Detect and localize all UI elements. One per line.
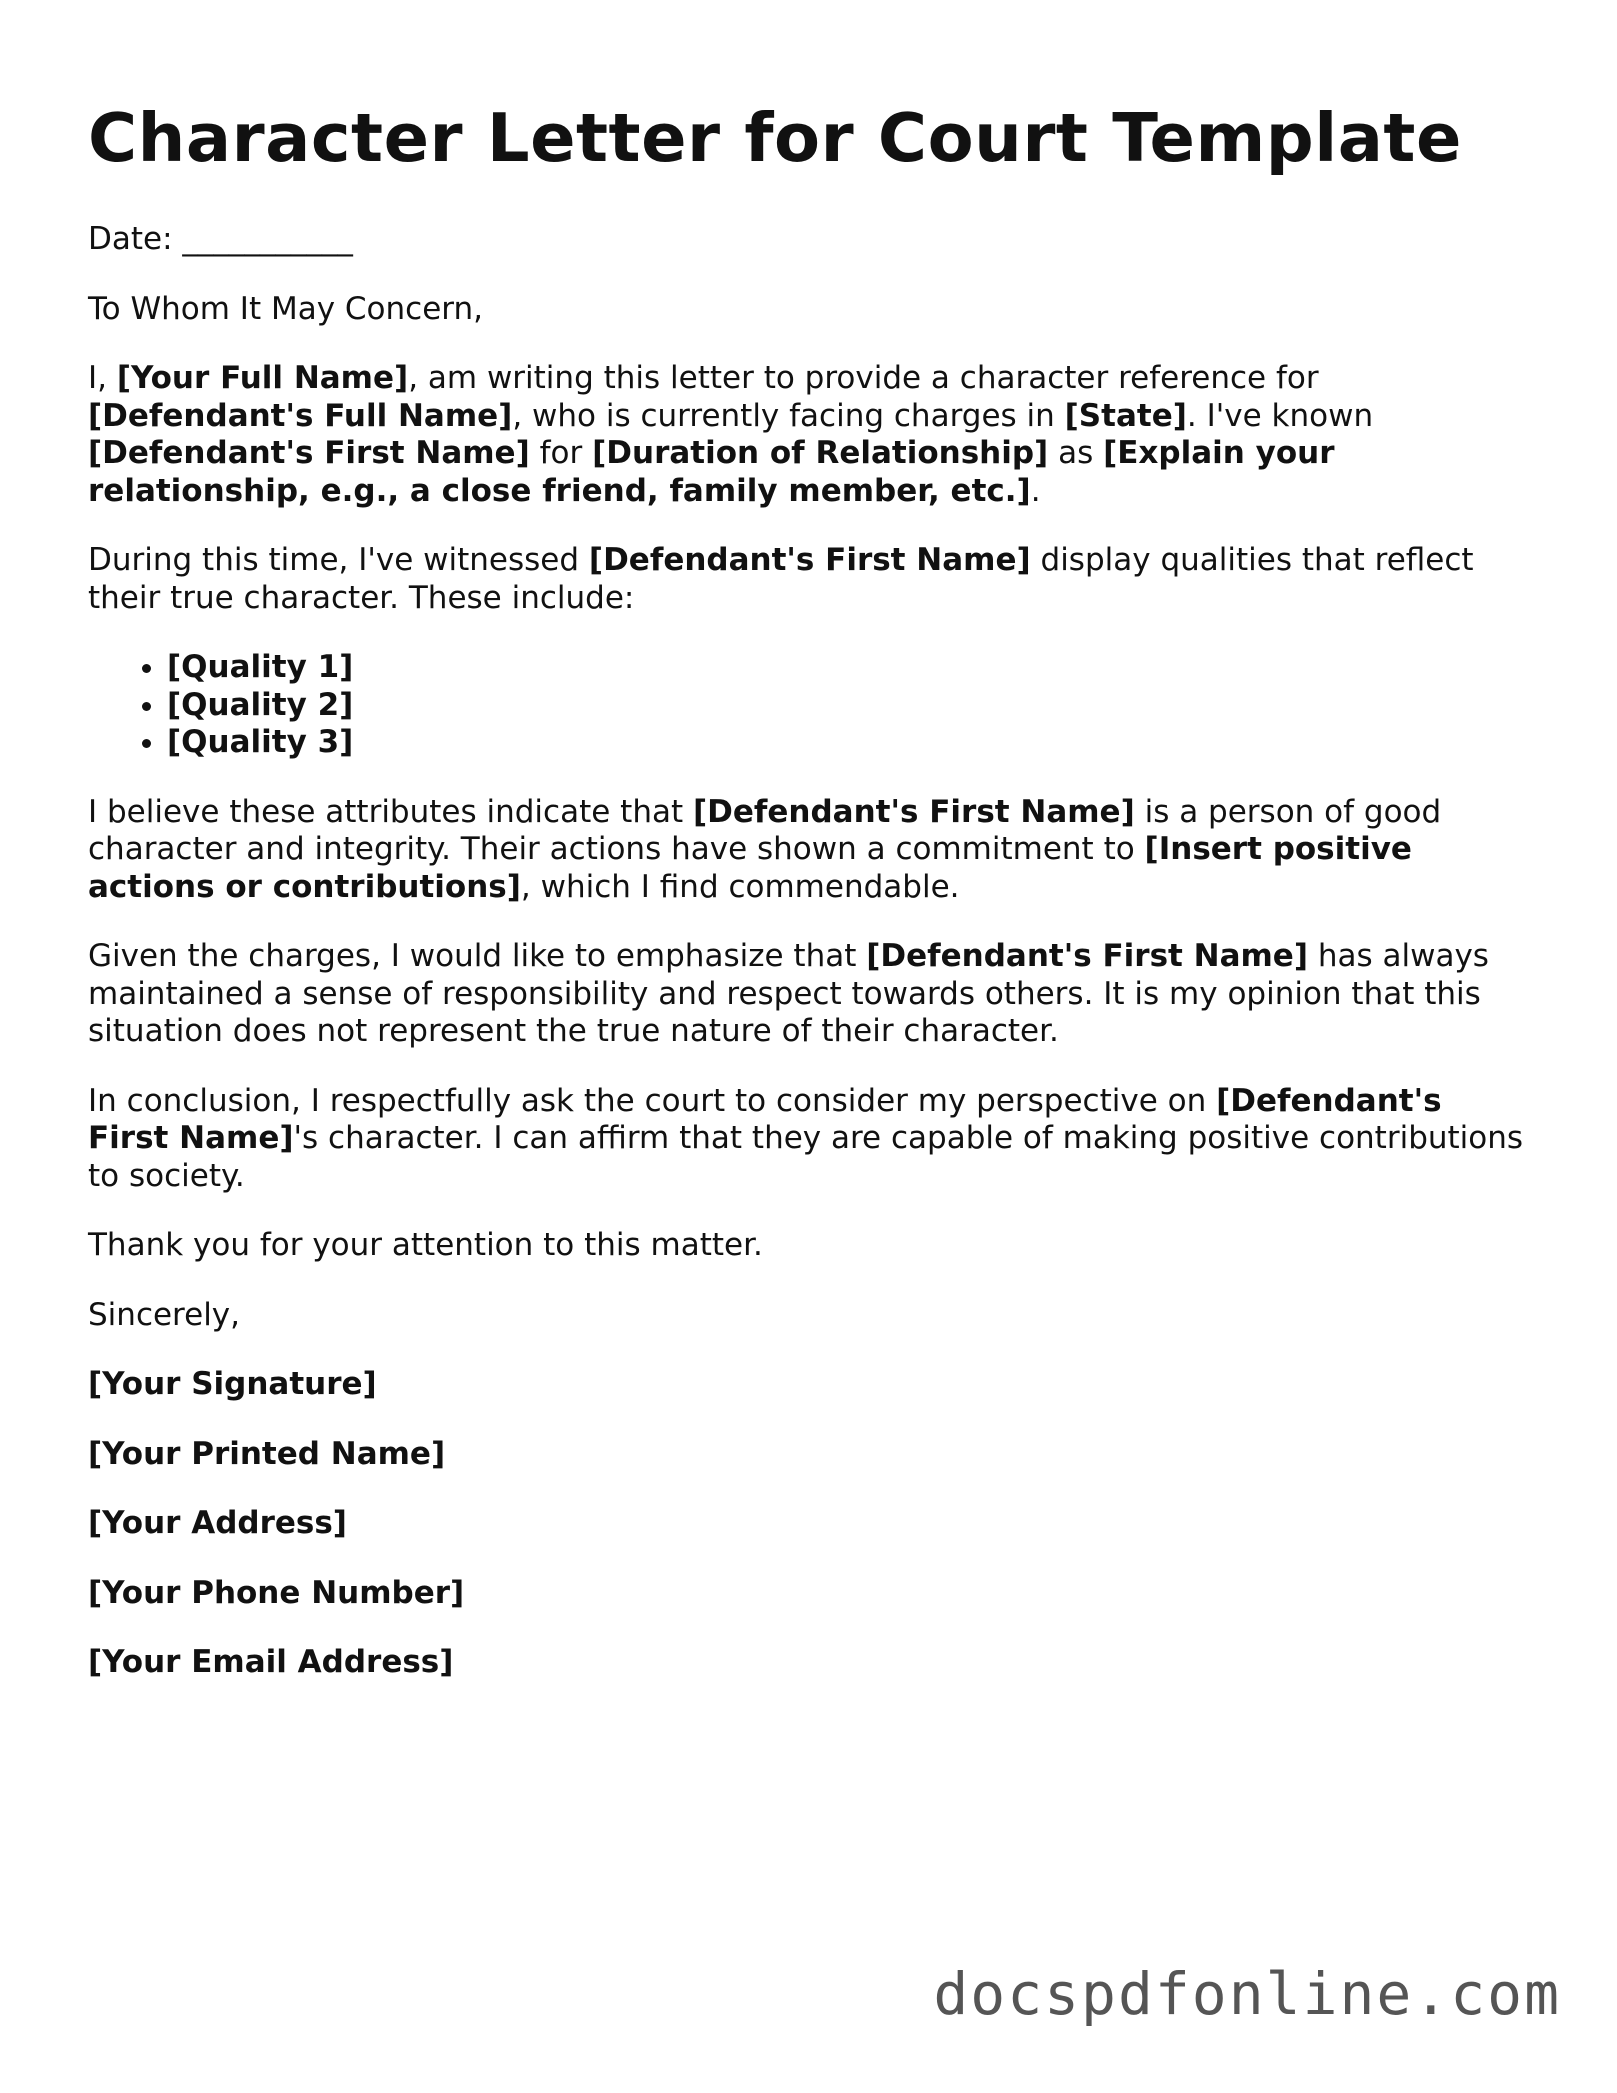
paragraph-attributes: I believe these attributes indicate that [Defendant's First Name] is a person of good character and integrity. Their actions have shown a commitment to [Insert positive actions or contributions], which I find commendable. xyxy=(88,793,1442,905)
letter-page xyxy=(88,100,1528,1714)
signature-block xyxy=(88,1366,1528,1682)
placeholder-state: [State] xyxy=(1064,397,1187,434)
placeholder-defendant-first-name: [Defendant's First Name] xyxy=(88,435,530,472)
signature-placeholder: [Your Signature] xyxy=(88,1366,377,1403)
address-placeholder: [Your Address] xyxy=(88,1505,347,1542)
date-label: Date: xyxy=(88,221,173,258)
list-item: • [Quality 1] xyxy=(167,649,1528,687)
qualities-list xyxy=(88,649,1528,762)
closing-line: Sincerely, xyxy=(88,1296,241,1333)
paragraph-conclusion: In conclusion, I respectfully ask the court to consider my perspective on [Defendant's First Name]'s character. I can affirm that they are capable of making positive contributions to society. xyxy=(88,1082,1524,1194)
phone-placeholder: [Your Phone Number] xyxy=(88,1574,465,1611)
placeholder-defendant-full-name: [Defendant's Full Name] xyxy=(88,397,513,434)
printed-name-placeholder: [Your Printed Name] xyxy=(88,1435,446,1472)
salutation: To Whom It May Concern, xyxy=(88,290,483,327)
placeholder-defendant-first-name: [Defendant's First Name] xyxy=(866,938,1308,975)
paragraph-qualities-intro: During this time, I've witnessed [Defendant's First Name] display qualities that reflect their true character. These include: xyxy=(88,542,1474,616)
placeholder-defendant-first-name: [Defendant's First Name] xyxy=(692,793,1135,830)
placeholder-positive-actions: [Insert positive actions or contributions] xyxy=(88,831,1412,905)
placeholder-duration: [Duration of Relationship] xyxy=(592,435,1049,472)
list-item: • [Quality 3] xyxy=(167,724,1528,762)
email-placeholder: [Your Email Address] xyxy=(88,1644,454,1681)
list-item: • [Quality 2] xyxy=(167,687,1528,725)
placeholder-relationship: [Explain your relationship, e.g., a close friend, family member, etc.] xyxy=(88,435,1335,509)
date-line xyxy=(88,221,1528,259)
thanks-line: Thank you for your attention to this matter. xyxy=(88,1227,763,1264)
placeholder-defendant-first-name: [Defendant's First Name] xyxy=(88,1082,1442,1157)
paragraph-charges: Given the charges, I would like to emphasize that [Defendant's First Name] has always maintained a sense of responsibility and respect towards others. It is my opinion that this situation does not represent the true nature of their character. xyxy=(88,938,1489,1050)
watermark: docspdfonline.com xyxy=(933,1960,1561,2028)
date-blank: ___________ xyxy=(182,221,353,258)
placeholder-defendant-first-name: [Defendant's First Name] xyxy=(588,542,1031,579)
page-title: Character Letter for Court Template xyxy=(88,99,1462,177)
paragraph-intro: I, [Your Full Name], am writing this letter to provide a character reference for [Defendant's Full Name], who is currently facing charges in [State]. I've known [Defendant's First Name] for [Duration of Relationship] as [Explain your relationship, e.g., a close friend, family member, etc.]. xyxy=(88,360,1374,509)
placeholder-your-full-name: [Your Full Name] xyxy=(116,360,409,397)
